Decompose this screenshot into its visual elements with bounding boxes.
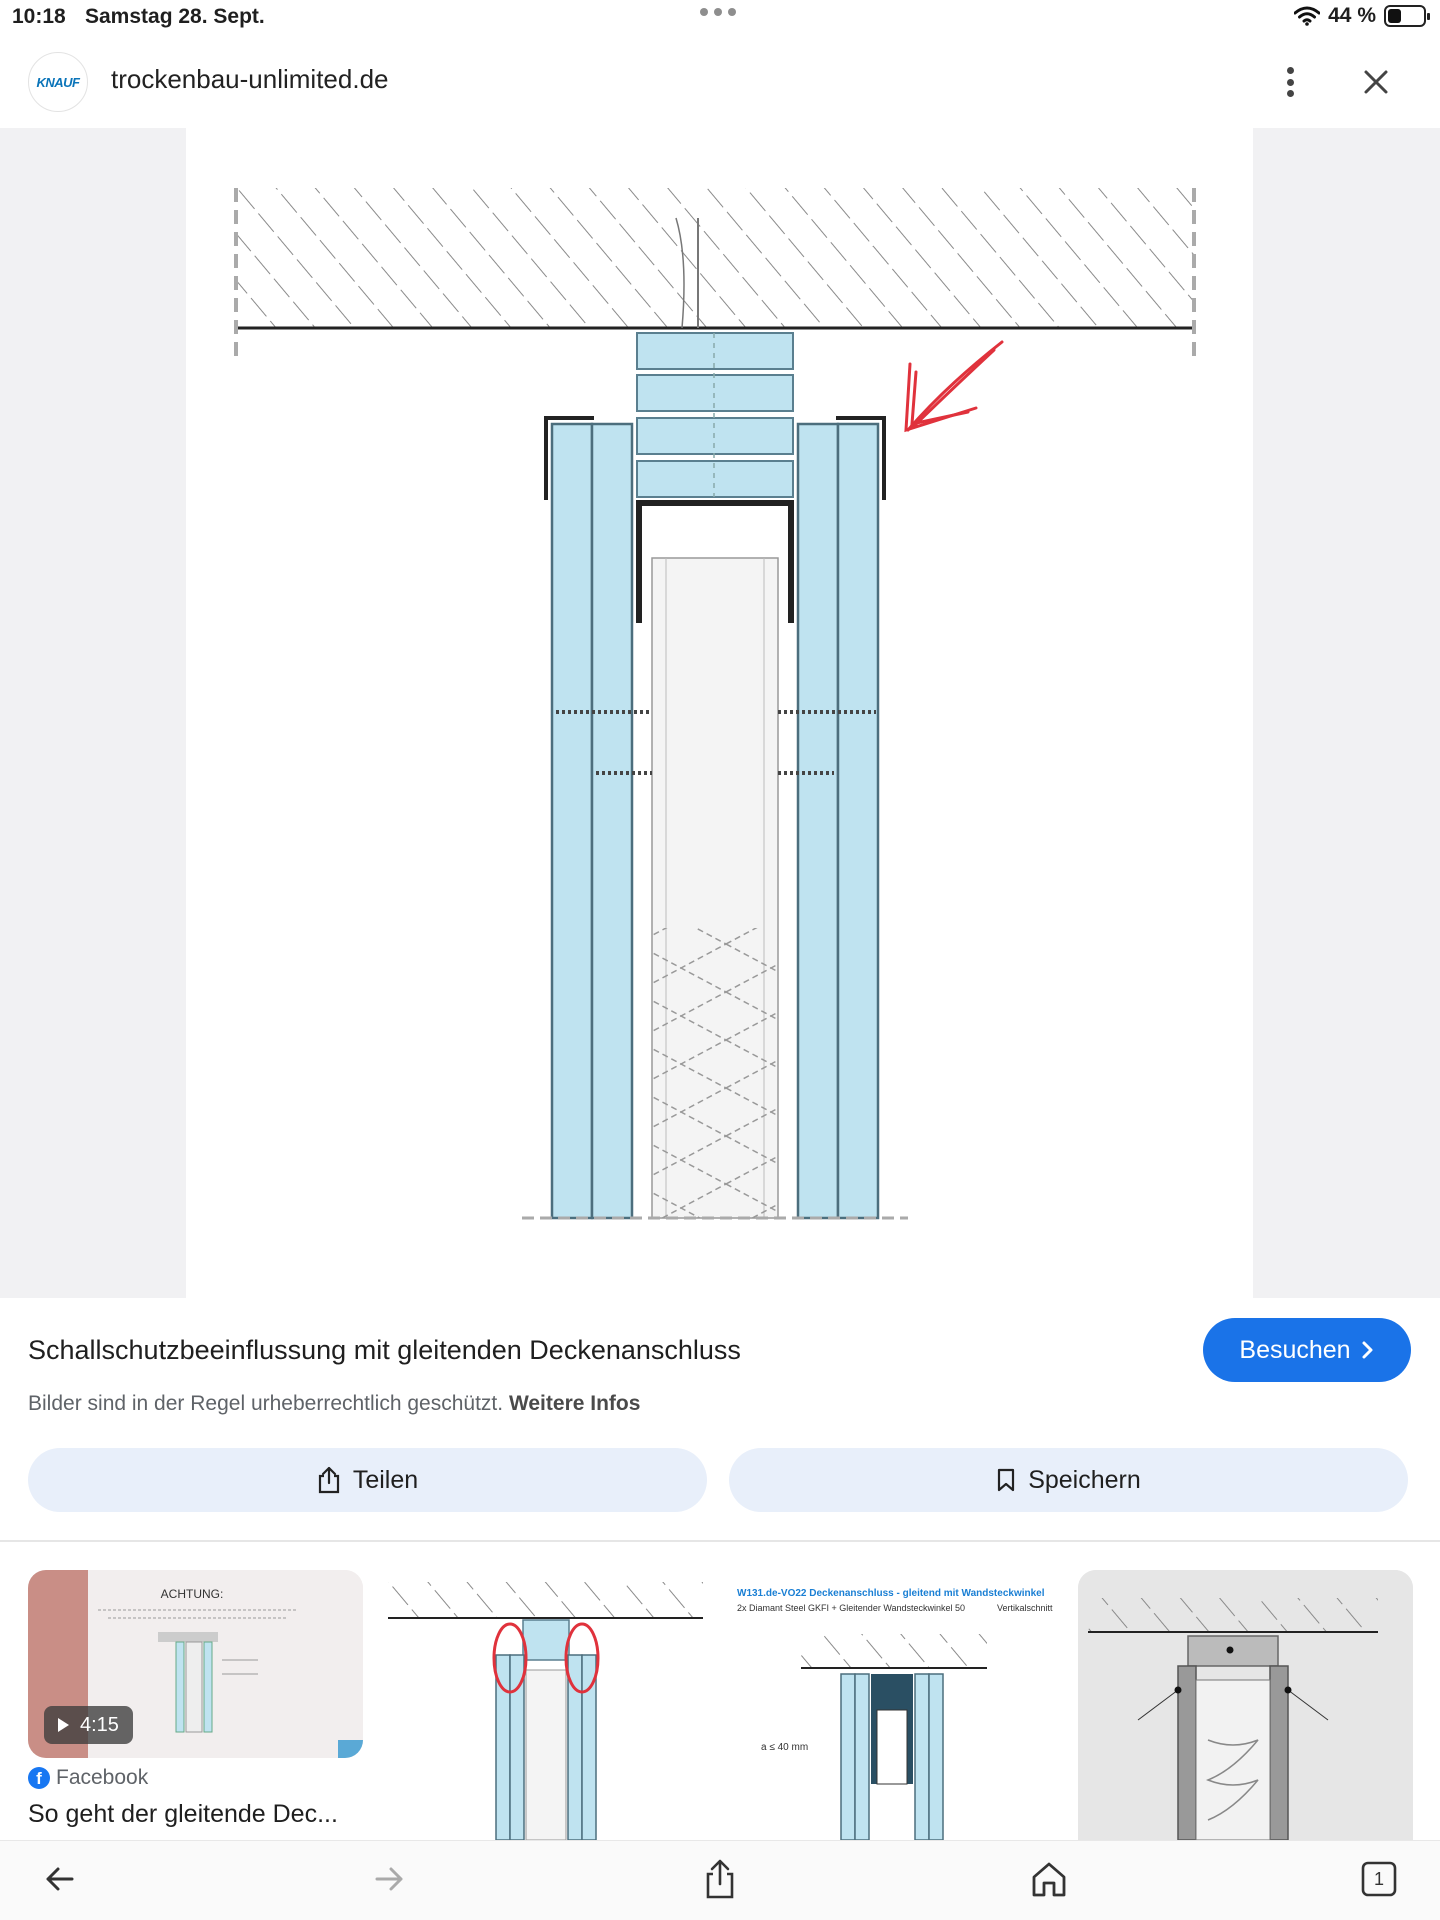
- result-title: Schallschutzbeeinflussung mit gleitenden Deckenanschluss: [28, 1335, 741, 1365]
- share-label: Teilen: [352, 1465, 419, 1494]
- play-icon: [56, 1717, 70, 1733]
- thumb3-title: W131.de-VO22 Deckenanschluss - gleitend mit Wandsteckwinkel: [737, 1588, 1045, 1599]
- related-image-3[interactable]: [729, 1570, 1064, 1840]
- copyright-text: Bilder sind in der Regel urheberrechtlich geschützt.: [28, 1392, 504, 1415]
- visit-button-label: Besuchen: [1239, 1335, 1351, 1364]
- video-duration: 4:15: [44, 1706, 133, 1744]
- related-image-2[interactable]: [378, 1570, 713, 1840]
- forward-icon[interactable]: [367, 1857, 411, 1901]
- multitasking-dots-icon[interactable]: [700, 8, 736, 16]
- save-button[interactable]: [729, 1448, 1408, 1512]
- battery-percent: 44 %: [1328, 4, 1376, 27]
- tab-count: 1: [1373, 1868, 1384, 1889]
- share-icon: [317, 1466, 341, 1494]
- divider: [0, 1540, 1440, 1542]
- thumb3-dimension: a ≤ 40 mm: [761, 1742, 809, 1753]
- battery-icon: [1384, 5, 1426, 27]
- related-images: [0, 1570, 1440, 1840]
- close-icon[interactable]: [1356, 62, 1396, 102]
- status-bar: [0, 0, 1440, 36]
- tabs-icon[interactable]: [1357, 1857, 1401, 1901]
- related-video-thumbnail[interactable]: [28, 1570, 363, 1758]
- wifi-icon: [1294, 6, 1320, 26]
- status-date: Samstag 28. Sept.: [85, 5, 265, 28]
- thumb3-view: Vertikalschnitt: [997, 1603, 1053, 1613]
- save-label: Speichern: [1028, 1465, 1141, 1494]
- copyright-notice: [28, 1392, 640, 1416]
- thumb3-subtitle: 2x Diamant Steel GKFI + Gleitender Wandsteckwinkel 50: [737, 1603, 966, 1613]
- annotation-arrow: [906, 342, 1002, 430]
- bookmark-icon: [996, 1467, 1016, 1493]
- share-button[interactable]: [28, 1448, 707, 1512]
- main-image[interactable]: [186, 128, 1253, 1298]
- status-right: [1294, 4, 1426, 28]
- ceiling-connection-drawing: [186, 128, 1253, 1298]
- chevron-right-icon: [1361, 1340, 1375, 1360]
- visit-button[interactable]: [1203, 1318, 1411, 1382]
- related-image-4[interactable]: [1078, 1570, 1413, 1840]
- more-vert-icon[interactable]: [1274, 64, 1306, 100]
- video-heading: ACHTUNG:: [160, 1587, 224, 1601]
- video-source[interactable]: [28, 1766, 148, 1790]
- home-icon[interactable]: [1027, 1857, 1071, 1901]
- video-source-label: Facebook: [56, 1766, 149, 1789]
- back-icon[interactable]: [38, 1857, 82, 1901]
- more-info-link[interactable]: Weitere Infos: [508, 1392, 641, 1415]
- browser-toolbar: [0, 1840, 1440, 1920]
- site-domain[interactable]: trockenbau-unlimited.de: [111, 64, 389, 94]
- facebook-icon: f: [28, 1767, 50, 1789]
- site-header: [0, 48, 1440, 128]
- video-title[interactable]: So geht der gleitende Dec...: [28, 1800, 338, 1828]
- status-time: 10:18: [12, 5, 66, 28]
- knauf-logo[interactable]: KNAUF: [28, 52, 88, 112]
- image-viewer[interactable]: [0, 128, 1440, 1298]
- share-page-icon[interactable]: [698, 1857, 742, 1901]
